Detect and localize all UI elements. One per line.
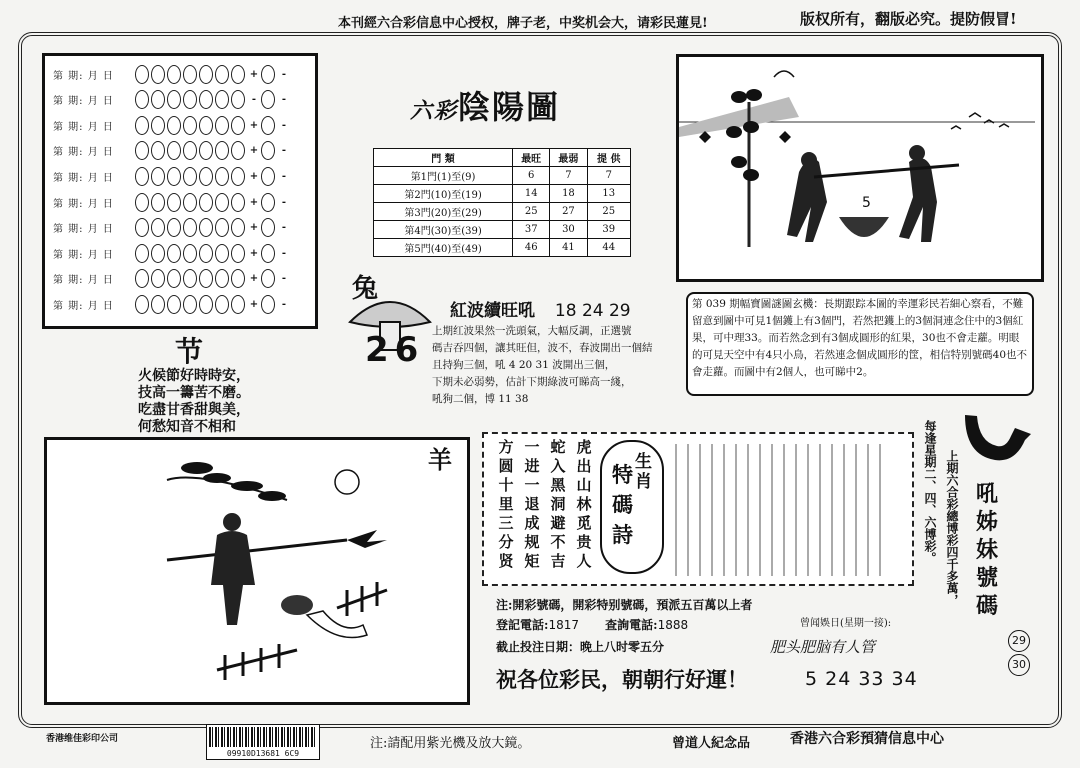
record-circle xyxy=(261,141,275,160)
festival-char: 节 xyxy=(175,335,204,368)
record-circle xyxy=(151,295,165,314)
record-circle xyxy=(199,218,213,237)
gate-cell: 41 xyxy=(550,239,587,257)
record-circle xyxy=(261,218,275,237)
record-circle xyxy=(199,141,213,160)
record-circle xyxy=(231,244,245,263)
poem-col-1: 方圆十里三分贤 xyxy=(498,438,514,570)
gate-cell: 37 xyxy=(513,221,550,239)
record-circle xyxy=(183,90,197,109)
barcode: 09910D13681 6C9 xyxy=(206,724,320,760)
phone-line: 登記電話:1817 查詢電話:1888 xyxy=(496,618,689,632)
record-circle xyxy=(135,90,149,109)
record-circle xyxy=(231,218,245,237)
gate-cell: 7 xyxy=(550,167,587,185)
memorial-date-label: 曾闻娛日(星期一接): xyxy=(800,618,892,629)
gate-cell: 46 xyxy=(513,239,550,257)
record-circle xyxy=(135,116,149,135)
record-circle xyxy=(167,218,181,237)
gate-cell: 25 xyxy=(513,203,550,221)
page-title: 六彩陰陽圖 xyxy=(410,88,561,126)
record-circle xyxy=(135,269,149,288)
record-circle xyxy=(151,167,165,186)
record-circle xyxy=(151,116,165,135)
gate-row xyxy=(374,167,631,185)
gate-row xyxy=(374,221,631,239)
grid-row: 第 期: 月 日 + - xyxy=(53,62,311,86)
gate-header: 門 類 xyxy=(374,149,513,167)
grid-row: 第 期: 月 日 + - xyxy=(53,241,311,265)
record-circle xyxy=(199,193,213,212)
record-circle xyxy=(231,141,245,160)
grid-row: 第 期: 月 日 + - xyxy=(53,190,311,214)
record-circle xyxy=(183,218,197,237)
record-circle xyxy=(167,65,181,84)
record-circle xyxy=(183,295,197,314)
record-circle xyxy=(135,141,149,160)
record-circle xyxy=(183,116,197,135)
record-circle xyxy=(151,141,165,160)
fine-print-columns xyxy=(668,440,906,580)
gate-header: 最弱 xyxy=(550,149,587,167)
gate-header: 最旺 xyxy=(513,149,550,167)
red-wave-title: 紅波續旺吼 18 24 29 xyxy=(450,301,631,321)
record-circle xyxy=(183,65,197,84)
record-circle xyxy=(231,269,245,288)
gate-row xyxy=(374,203,631,221)
gate-cell: 14 xyxy=(513,185,550,203)
draw-days-text: 每逢星期二、四、六博彩。 xyxy=(923,420,937,564)
verse-line: 技高一籌苦不磨。 xyxy=(138,385,250,401)
puzzle-illustration xyxy=(676,54,1044,282)
gate-cell: 13 xyxy=(587,185,630,203)
poem-col-2: 一进一退成规矩 xyxy=(524,438,540,570)
grid-row: 第 期: 月 日 + - xyxy=(53,113,311,137)
sheep-illustration xyxy=(44,437,470,705)
record-circle xyxy=(135,218,149,237)
record-circle xyxy=(215,218,229,237)
record-circle xyxy=(231,193,245,212)
festival-verse xyxy=(138,368,250,436)
lucky-numbers: 5 24 33 34 xyxy=(805,668,918,690)
record-circle xyxy=(167,141,181,160)
record-circle xyxy=(215,141,229,160)
rabbit-number: 26 xyxy=(365,330,425,370)
record-circle xyxy=(261,167,275,186)
center-name: 香港六合彩預猜信息中心 xyxy=(790,731,944,747)
record-circle xyxy=(151,244,165,263)
gate-cell: 18 xyxy=(550,185,587,203)
gate-table xyxy=(373,148,631,257)
record-circle xyxy=(199,167,213,186)
record-circle xyxy=(151,193,165,212)
record-circle xyxy=(135,295,149,314)
red-wave-text: 上期红波果然一洗頭氣，大幅反調，正選號 碼吉吞四個，讓其旺但，波不，春波開出一個結 且持狗三個，吼 4 20 31 波開出三個， 下期未必弱勢，估計下期綠波可睇高一綫， 吼狗二個，博 11 38 xyxy=(432,325,653,405)
saxophone-icon xyxy=(955,410,1035,474)
svg-text:5: 5 xyxy=(862,195,871,211)
record-circle xyxy=(135,244,149,263)
gate-cell: 7 xyxy=(587,167,630,185)
record-circle xyxy=(199,90,213,109)
record-circle xyxy=(167,269,181,288)
record-circle xyxy=(261,193,275,212)
header-rights: 版权所有，翻版必究。提防假冒! xyxy=(800,10,1017,28)
record-circle xyxy=(167,90,181,109)
record-circle xyxy=(183,269,197,288)
cutoff-line: 截止投注日期：晚上八时零五分 xyxy=(496,640,665,654)
poem-col-3: 蛇入黑洞避不吉 xyxy=(550,438,566,570)
record-circle xyxy=(215,90,229,109)
record-circle xyxy=(167,167,181,186)
record-circle xyxy=(215,116,229,135)
blessing-line: 祝各位彩民，朝朝行好運！ xyxy=(496,667,748,692)
record-circle xyxy=(183,141,197,160)
record-circle xyxy=(151,90,165,109)
record-circle xyxy=(183,244,197,263)
gate-cell: 30 xyxy=(550,221,587,239)
record-circle xyxy=(199,295,213,314)
record-circle xyxy=(215,295,229,314)
record-circle xyxy=(167,116,181,135)
zodiac-rabbit-char: 兔 xyxy=(352,274,379,304)
grid-row: 第 期: 月 日 + - xyxy=(53,164,311,188)
gate-row xyxy=(374,185,631,203)
record-circle xyxy=(231,167,245,186)
record-grid xyxy=(42,53,318,329)
record-circle xyxy=(231,65,245,84)
gate-cell: 第5門(40)至(49) xyxy=(374,239,513,257)
gate-header: 提 供 xyxy=(587,149,630,167)
record-circle xyxy=(261,116,275,135)
record-circle xyxy=(215,167,229,186)
record-circle xyxy=(199,116,213,135)
record-circle xyxy=(215,65,229,84)
record-circle xyxy=(199,244,213,263)
record-circle xyxy=(215,269,229,288)
gate-cell: 6 xyxy=(513,167,550,185)
verse-line: 吃盡甘香甜與美， xyxy=(138,402,250,418)
sisters-number-title: 吼姊妹號碼 xyxy=(976,481,999,619)
gate-cell: 第2門(10)至(19) xyxy=(374,185,513,203)
record-circle xyxy=(151,218,165,237)
verse-line: 何愁知音不相和 xyxy=(138,419,236,435)
grid-row: 第 期: 月 日 + - xyxy=(53,216,311,240)
record-circle xyxy=(231,116,245,135)
record-circle xyxy=(151,269,165,288)
record-circle xyxy=(261,90,275,109)
gate-cell: 25 xyxy=(587,203,630,221)
gate-row xyxy=(374,239,631,257)
record-circle xyxy=(199,65,213,84)
sister-number-2: 30 xyxy=(1008,654,1030,676)
sister-number-1: 29 xyxy=(1008,630,1030,652)
printer-name: 香港维佳彩印公司 xyxy=(46,734,119,744)
poem-col-4: 虎出山林觅贵人 xyxy=(576,438,592,570)
record-circle xyxy=(135,167,149,186)
gate-cell: 39 xyxy=(587,221,630,239)
record-circle xyxy=(135,193,149,212)
record-circle xyxy=(215,244,229,263)
total-bet-text: 上期六合彩總博彩四千多萬， xyxy=(945,450,959,606)
grid-row: 第 期: 月 日 + - xyxy=(53,292,311,316)
record-circle xyxy=(261,295,275,314)
record-circle xyxy=(199,269,213,288)
sheep-char: 羊 xyxy=(428,445,452,474)
puzzle-hint-box: 第 039 期幅寶圖謎圖玄機：長期跟踪本圖的幸運彩民若細心察看，不難留意到圖中可見1個鑊上有3個門，若然把鑊上的3個洞連念住中的3個紅果，可中理33。而若然念到有3個成圓形的紅果，30也不會走蘿。明眼的可見天空中有4只小鳥，若然連念個成圓形的筐，相信特别號碼40也不會走蘿。而圖中有2個人，也可睇中2。 xyxy=(686,292,1034,396)
prize-note: 注:開彩號碼，開彩特别號碼，預派五百萬以上者 xyxy=(496,598,753,612)
verse-line: 火候節好時時安， xyxy=(138,368,250,384)
grid-row: 第 期: 月 日 + - xyxy=(53,267,311,291)
record-circle xyxy=(261,244,275,263)
gate-cell: 第4門(30)至(39) xyxy=(374,221,513,239)
record-circle xyxy=(183,167,197,186)
record-circle xyxy=(231,295,245,314)
record-circle xyxy=(167,193,181,212)
memorial-item: 曾道人紀念品 xyxy=(672,736,751,751)
gate-cell: 第1門(1)至(9) xyxy=(374,167,513,185)
grid-row: 第 期: 月 日 - - xyxy=(53,88,311,112)
record-circle xyxy=(135,65,149,84)
header-notice: 本刊經六合彩信息中心授权，牌子老，中奖机会大，请彩民蓮見! xyxy=(338,16,708,31)
record-circle xyxy=(231,90,245,109)
gate-cell: 44 xyxy=(587,239,630,257)
record-circle xyxy=(261,269,275,288)
record-circle xyxy=(167,295,181,314)
uv-note: 注:請配用紫光機及放大鏡。 xyxy=(370,736,531,751)
record-circle xyxy=(215,193,229,212)
zodiac-seal: 生肖 特碼詩 xyxy=(600,440,664,574)
gate-cell: 第3門(20)至(29) xyxy=(374,203,513,221)
gate-cell: 27 xyxy=(550,203,587,221)
record-circle xyxy=(183,193,197,212)
handwritten-hint: 肥头肥脑有人管 xyxy=(770,638,876,656)
record-circle xyxy=(261,65,275,84)
record-circle xyxy=(167,244,181,263)
grid-row: 第 期: 月 日 + - xyxy=(53,139,311,163)
record-circle xyxy=(151,65,165,84)
